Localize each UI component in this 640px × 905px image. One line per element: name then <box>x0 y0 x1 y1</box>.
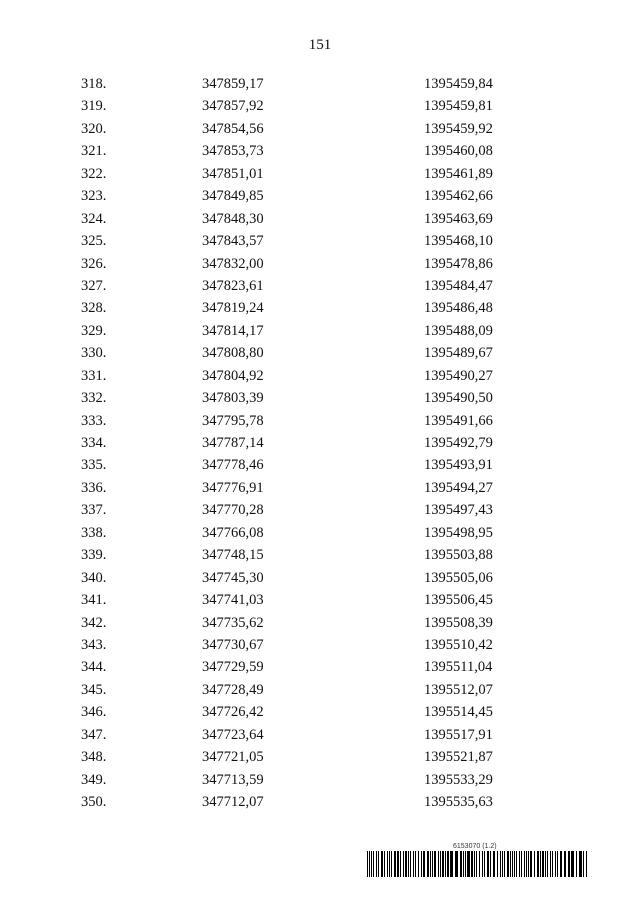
x-coordinate: 347770,28 <box>202 502 264 519</box>
table-row <box>0 658 640 680</box>
point-number: 338. <box>81 524 107 541</box>
table-row <box>0 277 640 299</box>
x-coordinate: 347766,08 <box>202 524 264 541</box>
point-number: 343. <box>81 636 107 653</box>
y-coordinate: 1395462,66 <box>424 188 493 205</box>
x-coordinate: 347726,42 <box>202 704 264 721</box>
point-number: 350. <box>81 794 107 810</box>
point-number: 349. <box>81 771 107 788</box>
table-row <box>0 501 640 523</box>
barcode <box>367 851 590 877</box>
x-coordinate: 347729,59 <box>202 659 264 676</box>
table-row <box>0 434 640 456</box>
y-coordinate: 1395517,91 <box>424 726 493 743</box>
y-coordinate: 1395492,79 <box>424 435 493 451</box>
point-number: 319. <box>81 98 107 115</box>
point-number: 348. <box>81 749 107 766</box>
point-number: 333. <box>81 412 107 429</box>
x-coordinate: 347741,03 <box>202 592 264 609</box>
point-number: 330. <box>81 345 107 362</box>
x-coordinate: 347776,91 <box>202 479 264 496</box>
point-number: 327. <box>81 277 107 294</box>
point-number: 341. <box>81 592 107 609</box>
table-row <box>0 524 640 546</box>
x-coordinate: 347778,46 <box>202 457 264 474</box>
table-row <box>0 748 640 770</box>
point-number: 331. <box>81 367 107 384</box>
x-coordinate: 347748,15 <box>202 547 264 564</box>
y-coordinate: 1395463,69 <box>424 210 493 227</box>
y-coordinate: 1395489,67 <box>424 345 493 362</box>
x-coordinate: 347804,92 <box>202 367 264 384</box>
point-number: 347. <box>81 726 107 743</box>
y-coordinate: 1395506,45 <box>424 592 493 609</box>
table-row <box>0 591 640 613</box>
x-coordinate: 347730,67 <box>202 636 264 653</box>
y-coordinate: 1395459,81 <box>424 98 493 115</box>
x-coordinate: 347721,05 <box>202 749 264 766</box>
table-row <box>0 97 640 119</box>
coordinates-table <box>0 75 640 815</box>
table-row <box>0 479 640 501</box>
x-coordinate: 347848,30 <box>202 210 264 227</box>
x-coordinate: 347713,59 <box>202 771 264 788</box>
x-coordinate: 347853,73 <box>202 143 264 160</box>
x-coordinate: 347723,64 <box>202 726 264 743</box>
y-coordinate: 1395510,42 <box>424 636 493 653</box>
table-row <box>0 255 640 277</box>
table-row <box>0 142 640 164</box>
point-number: 335. <box>81 457 107 474</box>
y-coordinate: 1395498,95 <box>424 524 493 541</box>
x-coordinate: 347787,14 <box>202 435 264 451</box>
point-number: 332. <box>81 390 107 407</box>
point-number: 322. <box>81 165 107 182</box>
point-number: 324. <box>81 210 107 227</box>
table-row <box>0 726 640 748</box>
x-coordinate: 347857,92 <box>202 98 264 115</box>
document-code: 6153070 (1.2) <box>453 843 497 850</box>
point-number: 334. <box>81 435 107 451</box>
table-row <box>0 367 640 389</box>
y-coordinate: 1395508,39 <box>424 614 493 631</box>
y-coordinate: 1395514,45 <box>424 704 493 721</box>
y-coordinate: 1395490,27 <box>424 367 493 384</box>
table-row <box>0 232 640 254</box>
y-coordinate: 1395468,10 <box>424 233 493 250</box>
x-coordinate: 347712,07 <box>202 794 264 810</box>
x-coordinate: 347832,00 <box>202 255 264 272</box>
point-number: 325. <box>81 233 107 250</box>
y-coordinate: 1395486,48 <box>424 300 493 317</box>
table-row <box>0 210 640 232</box>
table-row <box>0 456 640 478</box>
point-number: 328. <box>81 300 107 317</box>
table-row <box>0 636 640 658</box>
table-row <box>0 793 640 815</box>
table-row <box>0 681 640 703</box>
table-row <box>0 389 640 411</box>
table-row <box>0 703 640 725</box>
point-number: 320. <box>81 120 107 137</box>
y-coordinate: 1395484,47 <box>424 277 493 294</box>
x-coordinate: 347728,49 <box>202 681 264 698</box>
y-coordinate: 1395505,06 <box>424 569 493 586</box>
x-coordinate: 347819,24 <box>202 300 264 317</box>
y-coordinate: 1395461,89 <box>424 165 493 182</box>
table-row <box>0 569 640 591</box>
x-coordinate: 347803,39 <box>202 390 264 407</box>
y-coordinate: 1395490,50 <box>424 390 493 407</box>
table-row <box>0 75 640 97</box>
y-coordinate: 1395459,84 <box>424 76 493 92</box>
point-number: 342. <box>81 614 107 631</box>
x-coordinate: 347814,17 <box>202 322 264 339</box>
page-number: 151 <box>308 37 332 53</box>
x-coordinate: 347843,57 <box>202 233 264 250</box>
point-number: 345. <box>81 681 107 698</box>
point-number: 339. <box>81 547 107 564</box>
table-row <box>0 120 640 142</box>
y-coordinate: 1395535,63 <box>424 794 493 810</box>
x-coordinate: 347823,61 <box>202 277 264 294</box>
y-coordinate: 1395503,88 <box>424 547 493 564</box>
table-row <box>0 412 640 434</box>
y-coordinate: 1395488,09 <box>424 322 493 339</box>
table-row <box>0 771 640 793</box>
x-coordinate: 347859,17 <box>202 76 264 92</box>
point-number: 336. <box>81 479 107 496</box>
x-coordinate: 347745,30 <box>202 569 264 586</box>
table-row <box>0 614 640 636</box>
x-coordinate: 347808,80 <box>202 345 264 362</box>
x-coordinate: 347795,78 <box>202 412 264 429</box>
x-coordinate: 347851,01 <box>202 165 264 182</box>
table-row <box>0 299 640 321</box>
y-coordinate: 1395493,91 <box>424 457 493 474</box>
x-coordinate: 347854,56 <box>202 120 264 137</box>
y-coordinate: 1395491,66 <box>424 412 493 429</box>
y-coordinate: 1395533,29 <box>424 771 493 788</box>
x-coordinate: 347735,62 <box>202 614 264 631</box>
y-coordinate: 1395511,04 <box>424 659 493 676</box>
point-number: 326. <box>81 255 107 272</box>
y-coordinate: 1395494,27 <box>424 479 493 496</box>
point-number: 346. <box>81 704 107 721</box>
x-coordinate: 347849,85 <box>202 188 264 205</box>
point-number: 340. <box>81 569 107 586</box>
y-coordinate: 1395460,08 <box>424 143 493 160</box>
y-coordinate: 1395521,87 <box>424 749 493 766</box>
point-number: 318. <box>81 76 107 92</box>
table-row <box>0 165 640 187</box>
table-row <box>0 344 640 366</box>
table-row <box>0 187 640 209</box>
point-number: 337. <box>81 502 107 519</box>
y-coordinate: 1395512,07 <box>424 681 493 698</box>
point-number: 321. <box>81 143 107 160</box>
point-number: 323. <box>81 188 107 205</box>
point-number: 329. <box>81 322 107 339</box>
point-number: 344. <box>81 659 107 676</box>
table-row <box>0 322 640 344</box>
y-coordinate: 1395497,43 <box>424 502 493 519</box>
y-coordinate: 1395459,92 <box>424 120 493 137</box>
y-coordinate: 1395478,86 <box>424 255 493 272</box>
table-row <box>0 546 640 568</box>
